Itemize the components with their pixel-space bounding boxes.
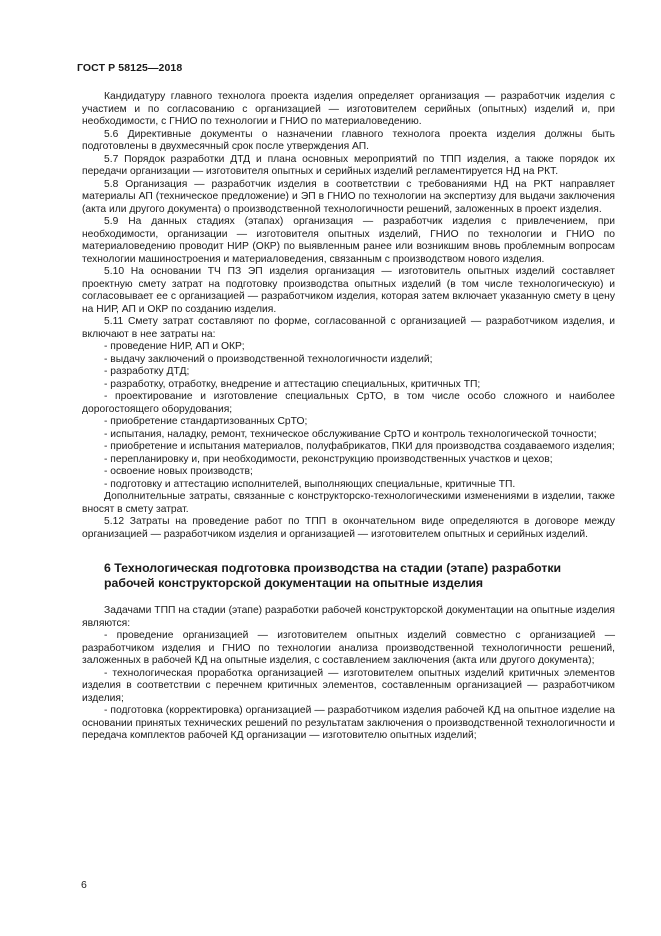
list-item: - разработку, отработку, внедрение и аттестацию специальных, критичных ТП; [104, 378, 481, 390]
paragraph: Задачами ТПП на стадии (этапе) разработки рабочей конструкторской документации на опытные изделия являются: [82, 605, 615, 629]
list-item: - проектирование и изготовление специальных СрТО, в том числе особо сложного и наиболее дорогостоящего оборудования; [82, 391, 615, 415]
document-header: ГОСТ Р 58125—2018 [77, 62, 183, 74]
paragraph-5-7: 5.7 Порядок разработки ДТД и плана основных мероприятий по ТПП изделия, а также порядок их передачи организации — изготовителя опытных и серийных изделий регламентируется НД на РКТ. [82, 153, 615, 177]
list-item: - выдачу заключений о производственной технологичности изделий; [104, 353, 433, 365]
list-item: - технологическая проработка организацией — изготовителем опытных изделий критичных элементов изделия в соответствии с перечнем критичных элементов, составленным организацией — разработчиком изделия; [82, 667, 615, 704]
list-item: - проведение НИР, АП и ОКР; [104, 341, 245, 352]
paragraph: Дополнительные затраты, связанные с конструкторско-технологическими изменениями в изделии, также вносят в смету затрат. [82, 491, 615, 515]
paragraph-5-11: 5.11 Смету затрат составляют по форме, согласованной с организацией — разработчиком изделия, и включают в нее затраты на: [82, 316, 615, 340]
list-item: - разработку ДТД; [104, 366, 190, 377]
paragraph-5-6: 5.6 Директивные документы о назначении главного технолога проекта изделия должны быть подготовлены в двухмесячный срок после утверждения АП. [82, 128, 615, 152]
list-item: - приобретение стандартизованных СрТО; [104, 416, 308, 427]
paragraph-5-10: 5.10 На основании ТЧ ПЗ ЭП изделия организация — изготовитель опытных изделий составляет проектную смету затрат на подготовку производства опытных изделий (в том числе технологическую) и согласовывает ее с организацией — разработчиком изделия, которая затем включает указанную смету в цену на НИР, АП и ОКР по созданию изделия. [82, 266, 615, 315]
paragraph-5-9: 5.9 На данных стадиях (этапах) организация — разработчик изделия с привлечением, при необходимости, организации — изготовителя опытных изделий, ГНИО по технологии и ГНИО по материаловедению проводит НИР (ОКР) по выявленным ранее или возникшим вновь проблемным вопросам технологии машиностроения и материаловедения, связанным с производством нового изделия. [82, 216, 615, 265]
paragraph-5-8: 5.8 Организация — разработчик изделия в соответствии с требованиями НД на РКТ направляет материалы АП (техническое предложение) и ЭП в ГНИО по технологии на экспертизу для выдачи заключения (акта или другого документа) о производственной технологичности решений, заложенных в проект изделия. [82, 178, 615, 215]
list-item: - перепланировку и, при необходимости, реконструкцию производственных участков и цехов; [104, 453, 553, 465]
page-number: 6 [81, 879, 87, 891]
list-item: - подготовка (корректировка) организацией — разработчиком изделия рабочей КД на опытное изделие на основании принятых технических решений по результатам заключения о производственной технологичности и передача комплектов рабочей КД организации — изготовителю опытных изделий; [82, 705, 615, 741]
paragraph: Кандидатуру главного технолога проекта изделия определяет организация — разработчик изделия с участием и по согласованию с организацией — изготовителем серийных (опытных) изделий и, при необходимости, с ГНИО по технологии и ГНИО по материаловедению. [82, 91, 615, 127]
list-item: - освоение новых производств; [104, 466, 253, 477]
document-body [82, 91, 615, 743]
list-item: - подготовку и аттестацию исполнителей, выполняющих специальные, критичные ТП. [104, 478, 516, 490]
list-item: - проведение организацией — изготовителем опытных изделий совместно с организацией — разработчиком изделия и ГНИО по технологии анализа производственной технологичности решений, заложенных в рабочей КД на опытные изделия, с составлением заключения (акта или другого документа); [82, 630, 615, 666]
paragraph-5-12: 5.12 Затраты на проведение работ по ТПП в окончательном виде определяются в договоре между организацией — разработчиком изделия и организацией — изготовителем опытных и серийных изделий. [82, 516, 615, 540]
section-title: 6 Технологическая подготовка производства на стадии (этапе) разработки рабочей конструкторской документации на опытные изделия [104, 561, 562, 590]
list-item: - испытания, наладку, ремонт, техническое обслуживание СрТО и контроль технологической точности; [104, 428, 597, 440]
list-item: - приобретение и испытания материалов, полуфабрикатов, ПКИ для производства создаваемого изделия; [104, 441, 615, 452]
